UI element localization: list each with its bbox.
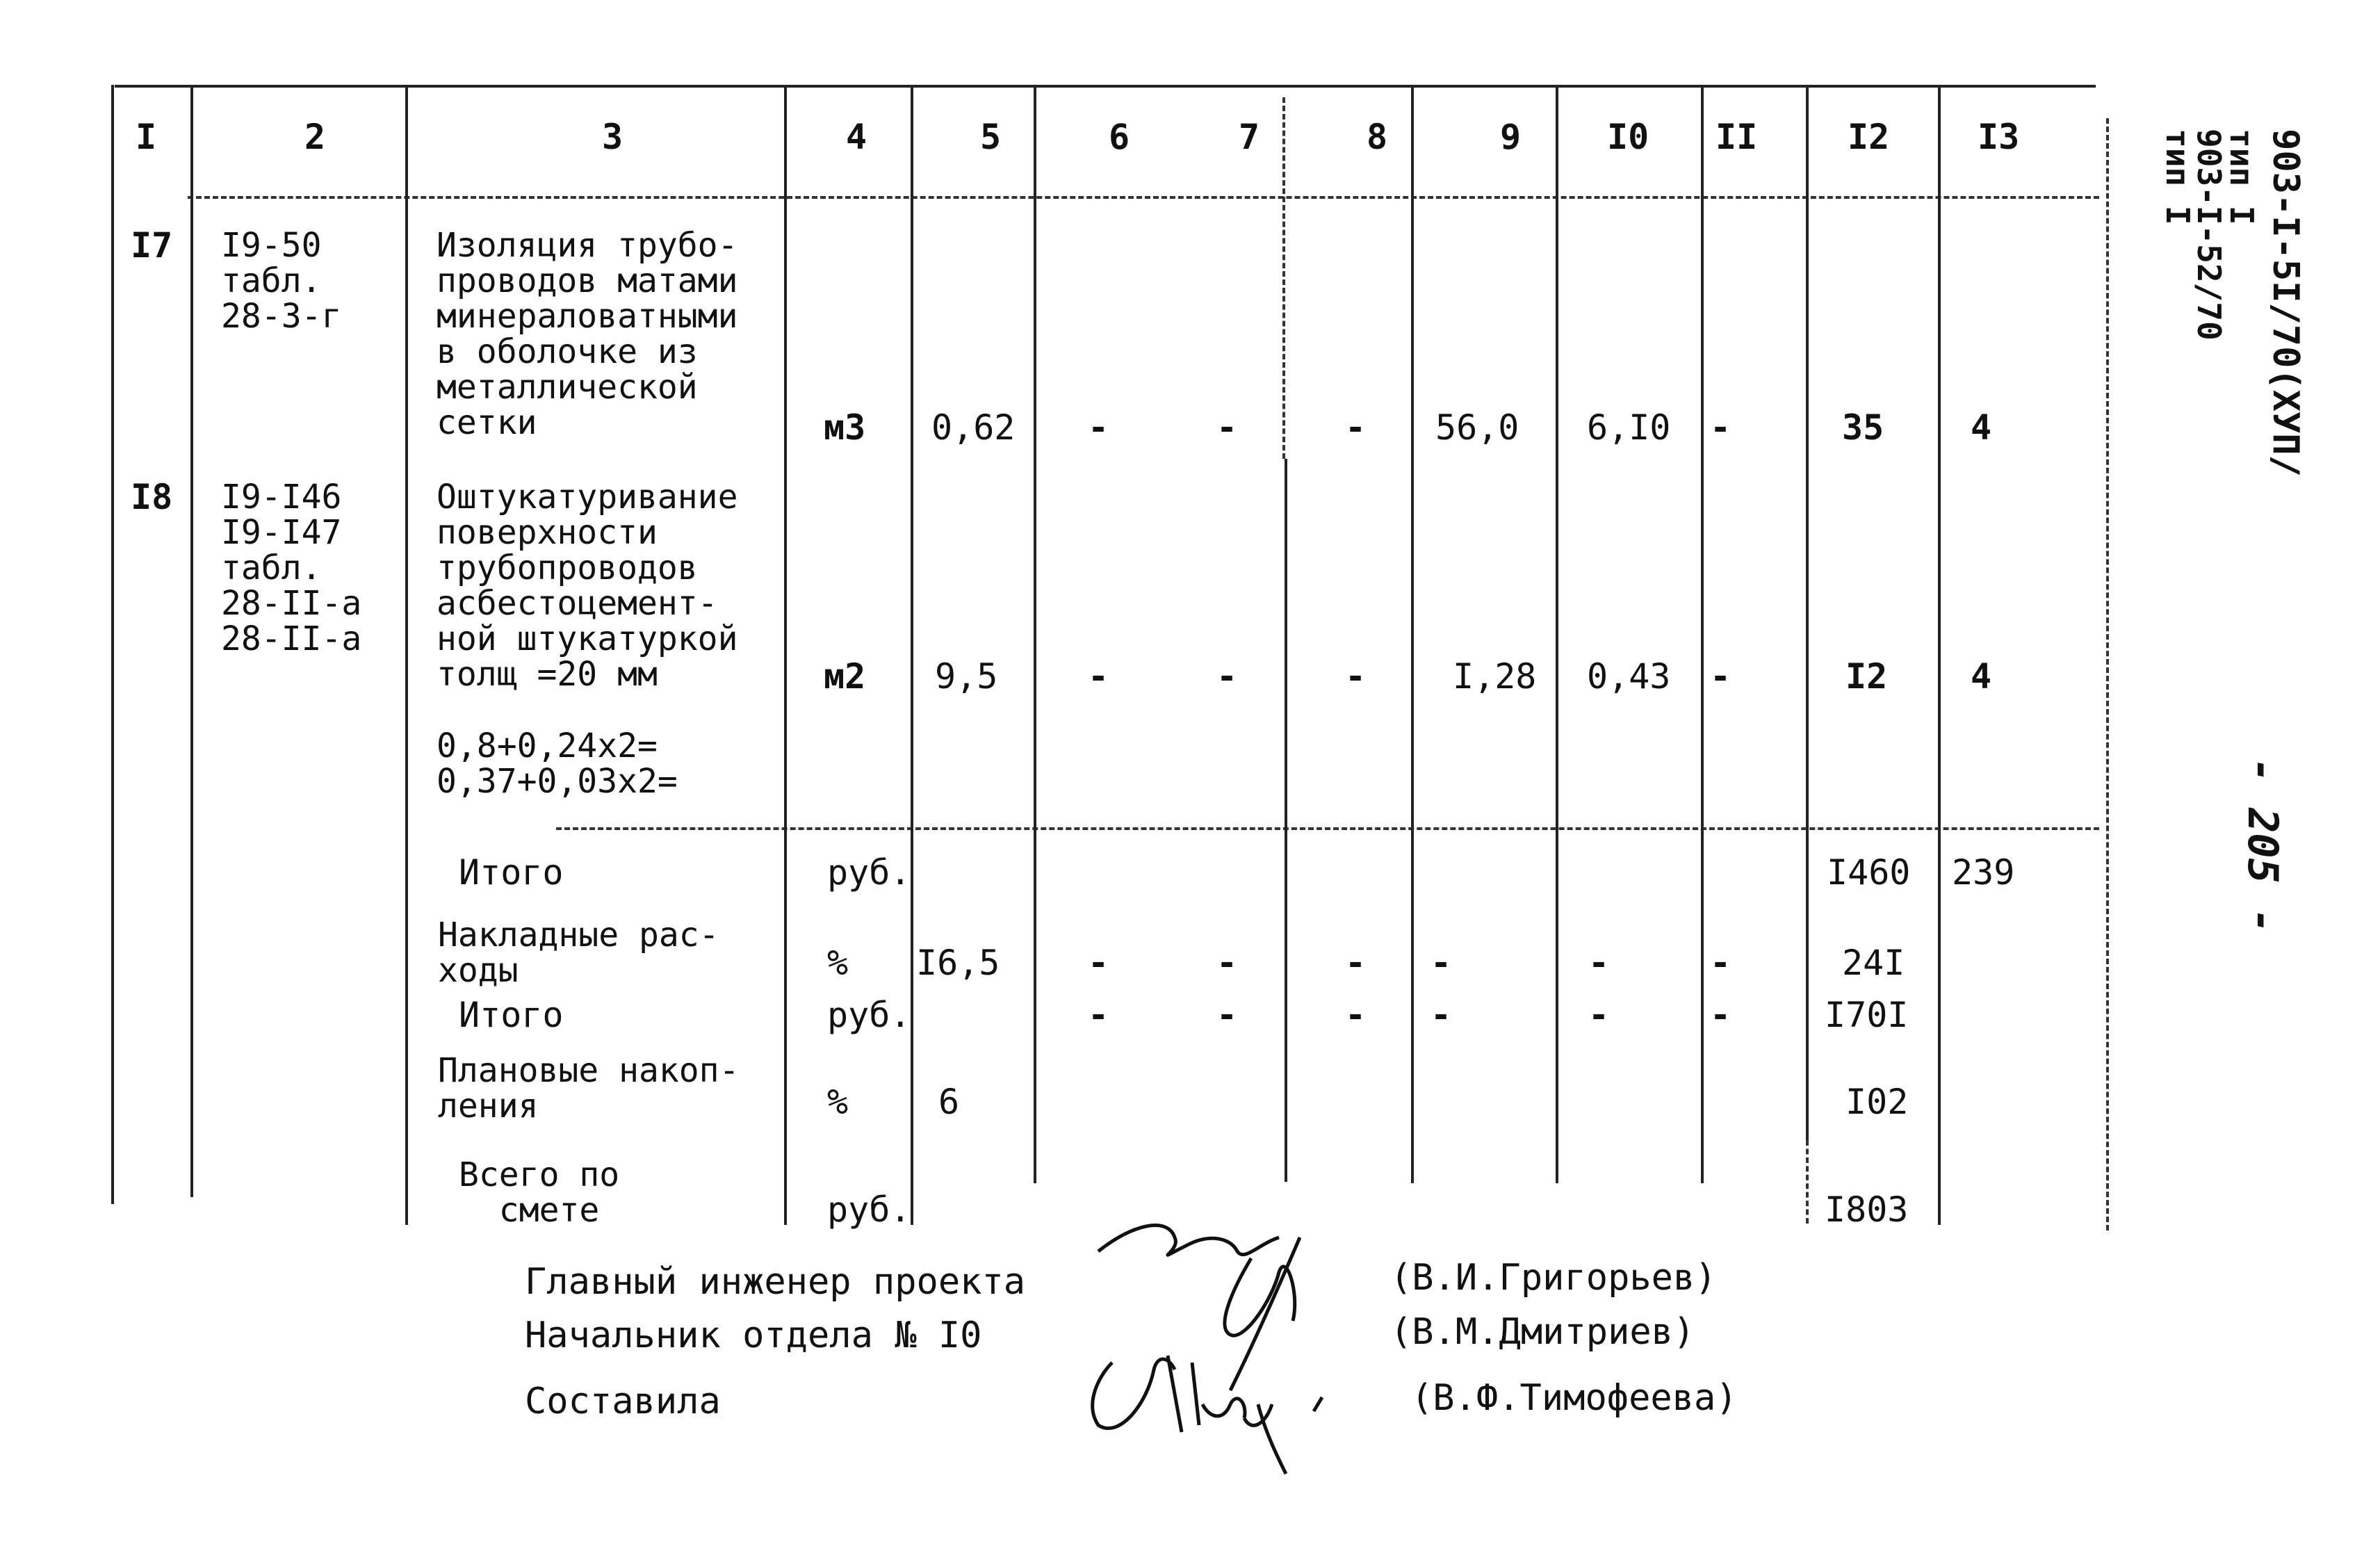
col-line-6 — [1282, 97, 1285, 459]
subtotal-col8: - — [1345, 995, 1367, 1035]
header-col-12: I2 — [1848, 117, 1890, 157]
row-col13: 4 — [1971, 407, 1992, 448]
signature-name-3: (В.Ф.Тимофеева) — [1411, 1377, 1738, 1419]
header-col-8: 8 — [1367, 117, 1388, 157]
row-col11: - — [1710, 656, 1731, 697]
project-type-1: тип I — [2223, 129, 2260, 225]
planned-unit: % — [827, 1082, 849, 1122]
col-line-10 — [1701, 85, 1704, 1183]
header-col-11: II — [1715, 117, 1758, 157]
project-number-1: 903-I-5I/70(ХУП/ — [2265, 129, 2306, 477]
row-code: I9-50 табл. 28-3-г — [221, 226, 342, 336]
col-line-2 — [405, 85, 408, 1225]
subtotal-col12: I70I — [1825, 995, 1909, 1035]
row-col9: I,28 — [1453, 656, 1537, 697]
overhead-col12: 24I — [1842, 943, 1905, 983]
total-col13: 239 — [1952, 852, 2015, 893]
col-line-1 — [190, 85, 193, 1197]
header-col-7: 7 — [1239, 117, 1260, 157]
col-line-4 — [911, 85, 913, 1225]
signature-name-1: (В.И.Григорьев) — [1390, 1257, 1717, 1299]
col-line-left — [111, 85, 114, 1204]
table-top-border — [115, 85, 2096, 88]
total-col12: I460 — [1827, 852, 1911, 893]
subtotal-col11: - — [1710, 995, 1731, 1035]
planned-percent: 6 — [938, 1082, 960, 1122]
row-col6: - — [1088, 407, 1109, 448]
col-line-11b — [1806, 1140, 1809, 1224]
header-bottom-border — [188, 196, 2099, 199]
col-line-12 — [1938, 85, 1941, 1225]
row-col12: 35 — [1842, 407, 1884, 448]
col-line-3 — [784, 85, 787, 1225]
signature-role-2: Начальник отдела № I0 — [525, 1315, 982, 1356]
project-number-2: 903-I-52/70 — [2190, 129, 2228, 341]
row-calculation: 0,8+0,24x2= 0,37+0,03x2= — [437, 726, 678, 801]
row-quantity: 9,5 — [935, 656, 998, 697]
col-line-5 — [1034, 85, 1036, 1183]
overhead-unit: % — [827, 943, 849, 983]
overhead-label: Накладные рас- ходы — [438, 916, 719, 990]
col-line-8 — [1411, 85, 1414, 1183]
row-quantity: 0,62 — [931, 407, 1016, 448]
row-col6: - — [1088, 656, 1109, 697]
subtotal-col10: - — [1588, 995, 1610, 1035]
overhead-col6: - — [1088, 943, 1109, 983]
header-col-5: 5 — [980, 117, 1002, 157]
row-col12: I2 — [1845, 656, 1888, 697]
planned-label: Плановые накоп- ления — [438, 1051, 740, 1126]
row-number: I8 — [131, 477, 173, 517]
col-line-11 — [1806, 85, 1809, 1141]
totals-separator — [556, 827, 2099, 830]
row-description: Оштукатуривание поверхности трубопроводов асбестоцемент- ной штукатуркой толщ =20 мм — [437, 478, 738, 694]
grand-total-col12: I803 — [1825, 1189, 1909, 1230]
subtotal-unit: руб. — [827, 995, 911, 1035]
overhead-col11: - — [1710, 943, 1731, 983]
overhead-col10: - — [1588, 943, 1610, 983]
row-col8: - — [1345, 656, 1367, 697]
row-col9: 56,0 — [1435, 407, 1519, 448]
signature-name-2: (В.М.Дмитриев) — [1390, 1311, 1695, 1353]
subtotal-label: Итого — [459, 995, 564, 1035]
header-col-4: 4 — [846, 117, 867, 157]
header-col-9: 9 — [1500, 117, 1522, 157]
header-col-6: 6 — [1109, 117, 1130, 157]
overhead-col8: - — [1345, 943, 1367, 983]
handwritten-signatures — [1070, 1196, 1376, 1488]
subtotal-col6: - — [1088, 995, 1109, 1035]
total-label: Итого — [459, 852, 564, 893]
overhead-col9: - — [1431, 943, 1452, 983]
row-col11: - — [1710, 407, 1731, 448]
col-line-right — [2106, 118, 2109, 1230]
header-col-13: I3 — [1978, 117, 2020, 157]
row-col7: - — [1216, 407, 1238, 448]
row-col10: 0,43 — [1587, 656, 1671, 697]
header-col-3: 3 — [602, 117, 623, 157]
header-col-1: I — [136, 117, 157, 157]
col-line-9 — [1556, 85, 1558, 1183]
overhead-col7: - — [1216, 943, 1238, 983]
header-col-2: 2 — [304, 117, 326, 157]
overhead-percent: I6,5 — [916, 943, 1000, 983]
signature-role-1: Главный инженер проекта — [525, 1261, 1026, 1303]
col-line-7 — [1285, 459, 1287, 1182]
subtotal-col9: - — [1431, 995, 1452, 1035]
row-col8: - — [1345, 407, 1367, 448]
subtotal-col7: - — [1216, 995, 1238, 1035]
project-type-2: тип I — [2159, 129, 2196, 225]
row-unit: м2 — [824, 656, 866, 697]
row-code: I9-I46 I9-I47 табл. 28-II-а 28-II-а — [221, 478, 362, 658]
page-number: - 205 - — [2238, 758, 2287, 934]
row-unit: м3 — [824, 407, 866, 448]
row-number: I7 — [131, 225, 173, 266]
total-unit: руб. — [827, 852, 911, 893]
grand-total-label: Всего по смете — [459, 1155, 620, 1230]
row-description: Изоляция трубо- проводов матами минераловатными в оболочке из металлической сетки — [437, 226, 738, 442]
signature-role-3: Составила — [525, 1381, 721, 1422]
planned-col12: I02 — [1845, 1082, 1909, 1122]
row-col10: 6,I0 — [1587, 407, 1671, 448]
row-col7: - — [1216, 656, 1238, 697]
header-col-10: I0 — [1607, 117, 1649, 157]
row-col13: 4 — [1971, 656, 1992, 697]
grand-total-unit: руб. — [827, 1189, 911, 1230]
